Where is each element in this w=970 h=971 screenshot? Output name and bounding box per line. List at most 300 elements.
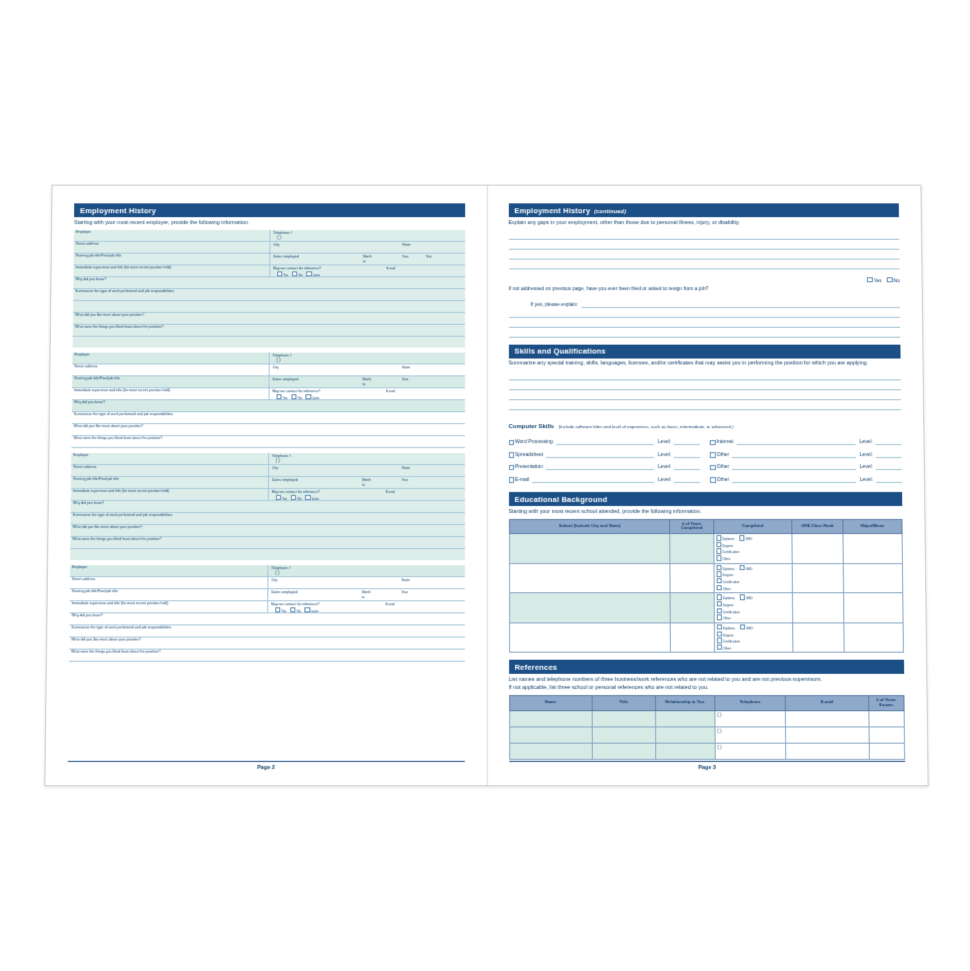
cell-major[interactable] bbox=[843, 563, 902, 593]
computer-skill-row[interactable] bbox=[508, 450, 700, 458]
checkbox-contact-no[interactable] bbox=[292, 394, 297, 399]
cell-email[interactable] bbox=[786, 743, 869, 759]
city-label: City bbox=[271, 465, 279, 470]
checkbox-contact-yes[interactable] bbox=[276, 495, 281, 500]
checkbox-presentation[interactable] bbox=[508, 465, 513, 470]
table-row[interactable] bbox=[509, 623, 903, 653]
to-label: to bbox=[362, 482, 365, 487]
checkbox-other[interactable] bbox=[716, 555, 721, 560]
summarize-row[interactable] bbox=[73, 289, 465, 301]
least-about-row[interactable] bbox=[73, 324, 465, 336]
employer-row[interactable] bbox=[70, 565, 465, 577]
city-label: City bbox=[271, 577, 278, 582]
why-leave-label: Why did you leave? bbox=[73, 399, 106, 404]
summarize-row[interactable] bbox=[69, 625, 464, 637]
skill-label: Other bbox=[716, 476, 730, 483]
level-label: Level: bbox=[657, 464, 672, 471]
job-title-row[interactable] bbox=[72, 376, 464, 388]
explain-line[interactable] bbox=[581, 299, 900, 308]
street-address-row[interactable] bbox=[72, 364, 464, 376]
section-header-education bbox=[509, 492, 903, 506]
checkbox-contact-yes[interactable] bbox=[277, 271, 282, 276]
job-title-row[interactable] bbox=[73, 253, 464, 265]
summarize-label: Summarize the type of work performed and job responsibilities. bbox=[75, 288, 175, 293]
cell-title[interactable] bbox=[592, 727, 655, 743]
checkbox-ged[interactable] bbox=[740, 624, 745, 629]
summarize-row-blank[interactable] bbox=[73, 301, 465, 313]
dates-employed-label: Dates employed bbox=[273, 254, 299, 259]
computer-skills-grid bbox=[508, 437, 902, 487]
answer-line[interactable] bbox=[508, 239, 899, 249]
option-ged: GED bbox=[745, 537, 753, 542]
level-input[interactable] bbox=[674, 462, 700, 470]
cell-telephone[interactable]: ( ) bbox=[715, 710, 786, 726]
cell-name[interactable] bbox=[509, 743, 592, 759]
cell-years-known[interactable] bbox=[869, 710, 905, 726]
checkbox-other-3[interactable] bbox=[710, 477, 715, 482]
employment-entry-3 bbox=[70, 453, 464, 560]
yes-label: Yes bbox=[873, 277, 882, 284]
most-about-row[interactable] bbox=[73, 312, 465, 324]
street-address-label: Street address bbox=[74, 363, 98, 368]
to-label: to bbox=[362, 381, 366, 386]
level-label: Level: bbox=[657, 439, 672, 446]
checkbox-certification[interactable] bbox=[717, 638, 722, 643]
option-diploma: Diploma bbox=[722, 537, 735, 542]
computer-skill-row[interactable] bbox=[710, 437, 902, 445]
employer-label: Employer bbox=[72, 564, 88, 569]
summarize-label: Summarize the type of work performed and job responsibilities. bbox=[73, 411, 174, 416]
computer-skills-col-left bbox=[508, 437, 700, 487]
table-row[interactable] bbox=[509, 727, 904, 743]
column-email: E-mail bbox=[785, 696, 868, 711]
cell-major[interactable] bbox=[844, 623, 903, 653]
answer-line[interactable] bbox=[508, 317, 900, 327]
answer-line[interactable] bbox=[508, 327, 900, 337]
checkbox-other-1[interactable] bbox=[710, 452, 715, 457]
checkbox-degree[interactable] bbox=[716, 572, 721, 577]
skill-input[interactable] bbox=[732, 475, 856, 483]
to-label: to bbox=[361, 594, 365, 599]
cell-major[interactable] bbox=[844, 593, 903, 623]
checkbox-contact-no[interactable] bbox=[291, 495, 296, 500]
cell-name[interactable] bbox=[509, 710, 592, 726]
most-about-label: What did you like most about your position? bbox=[74, 312, 145, 317]
dates-employed-label: Dates employed bbox=[272, 376, 299, 381]
telephone-value: ( ) bbox=[277, 234, 282, 240]
answer-line[interactable] bbox=[508, 400, 901, 410]
education-intro: Starting with your most recent school attended, provide the following information. bbox=[508, 508, 702, 515]
yes-explain-label: If yes, please explain: bbox=[530, 301, 579, 308]
level-label: Level: bbox=[859, 476, 873, 483]
cell-school[interactable] bbox=[509, 593, 671, 623]
checkbox-other[interactable] bbox=[717, 644, 722, 649]
page-footer-left: Page 2 bbox=[68, 761, 465, 771]
cell-telephone[interactable]: ( ) bbox=[715, 727, 786, 743]
city-label: City bbox=[272, 364, 279, 369]
cell-email[interactable] bbox=[786, 710, 869, 726]
option-certification: Certification bbox=[722, 580, 740, 585]
skill-input[interactable] bbox=[532, 475, 654, 483]
checkbox-ged[interactable] bbox=[739, 535, 744, 540]
explain-answer-lines[interactable] bbox=[508, 307, 900, 337]
why-leave-label: Why did you leave? bbox=[71, 612, 104, 617]
most-about-label: What did you like most about your position? bbox=[73, 423, 144, 428]
level-input[interactable] bbox=[876, 462, 902, 470]
level-input[interactable] bbox=[876, 437, 902, 445]
column-title: Title bbox=[592, 696, 655, 711]
supervisor-label: Immediate supervisor and title (for most recent position held) bbox=[74, 387, 171, 392]
table-header-row bbox=[509, 519, 902, 534]
answer-line[interactable] bbox=[508, 249, 899, 259]
column-years-completed: # of Years Completed bbox=[670, 519, 713, 534]
most-about-row[interactable] bbox=[70, 525, 464, 537]
why-leave-row[interactable] bbox=[73, 277, 464, 289]
employer-row[interactable] bbox=[74, 229, 465, 241]
supervisor-label: Immediate supervisor and title (for most recent position held) bbox=[75, 264, 172, 269]
computer-skill-row[interactable] bbox=[710, 450, 902, 458]
checkbox-degree[interactable] bbox=[716, 542, 721, 547]
level-label: Level: bbox=[657, 451, 672, 458]
supervisor-row[interactable] bbox=[73, 265, 464, 277]
skill-input[interactable] bbox=[546, 450, 654, 458]
month-label: Month bbox=[362, 376, 372, 381]
checkbox-degree[interactable] bbox=[717, 631, 722, 636]
option-ged: GED bbox=[745, 596, 753, 601]
employment-entry-4 bbox=[69, 565, 464, 662]
section-title: Employment History bbox=[514, 205, 591, 215]
checkbox-contact-later[interactable] bbox=[305, 607, 310, 612]
most-about-row[interactable] bbox=[69, 637, 464, 649]
least-about-row-blank[interactable] bbox=[73, 336, 465, 347]
job-title-row[interactable] bbox=[71, 477, 465, 489]
cell-relationship[interactable] bbox=[655, 727, 714, 743]
skill-label: Word Processing bbox=[514, 439, 553, 446]
checkbox-diploma[interactable] bbox=[716, 535, 721, 540]
employment-intro: Starting with your most recent employer, provide the following information. bbox=[73, 219, 250, 226]
page-right bbox=[487, 186, 928, 786]
checkbox-other-2[interactable] bbox=[710, 465, 715, 470]
level-label: Level: bbox=[859, 464, 873, 471]
checkbox-degree[interactable] bbox=[716, 601, 721, 606]
checkbox-diploma[interactable] bbox=[716, 595, 721, 600]
fired-question-row bbox=[508, 277, 899, 295]
column-name: Name bbox=[509, 696, 592, 711]
checkbox-spreadsheet[interactable] bbox=[508, 452, 513, 457]
may-contact-label: May we contact for reference? bbox=[271, 601, 320, 606]
later-label: Later bbox=[311, 496, 320, 501]
email-label: E-mail bbox=[386, 388, 396, 393]
checkbox-fired-no[interactable] bbox=[887, 277, 892, 282]
yes-explain-row[interactable] bbox=[508, 299, 900, 308]
cell-years[interactable] bbox=[670, 534, 713, 564]
email-label: E-mail bbox=[385, 489, 395, 494]
year-label-2: Year bbox=[425, 254, 432, 259]
cell-gpa[interactable] bbox=[792, 563, 843, 593]
yes-label: Yes bbox=[281, 608, 287, 613]
level-input[interactable] bbox=[876, 475, 902, 483]
employer-label: Employer bbox=[74, 352, 90, 357]
checkbox-word-processing[interactable] bbox=[508, 440, 513, 445]
skill-input[interactable] bbox=[732, 462, 856, 470]
summarize-row[interactable] bbox=[71, 513, 465, 525]
street-address-row[interactable] bbox=[70, 577, 465, 589]
checkbox-contact-no[interactable] bbox=[292, 271, 297, 276]
computer-skill-row[interactable] bbox=[508, 437, 700, 445]
cell-school[interactable] bbox=[509, 563, 670, 593]
may-contact-label: May we contact for reference? bbox=[271, 489, 321, 494]
why-leave-label: Why did you leave? bbox=[72, 500, 105, 505]
fired-question: If not addressed on previous page, have you ever been fired or asked to resign from a job? bbox=[508, 285, 709, 292]
section-header-references bbox=[509, 660, 905, 674]
cell-title[interactable] bbox=[592, 710, 655, 726]
option-certification: Certification bbox=[722, 609, 740, 614]
email-label: E-mail bbox=[386, 265, 396, 270]
checkbox-email[interactable] bbox=[508, 477, 513, 482]
skill-label: Other bbox=[716, 451, 729, 458]
year-label: Year bbox=[401, 477, 408, 482]
why-leave-row[interactable] bbox=[69, 613, 464, 625]
section-header-skills bbox=[508, 344, 900, 358]
least-about-row[interactable] bbox=[69, 649, 464, 661]
checkbox-internet[interactable] bbox=[710, 440, 715, 445]
option-degree: Degree bbox=[722, 543, 733, 548]
cell-years-known[interactable] bbox=[869, 727, 905, 743]
option-other: Other bbox=[722, 557, 731, 562]
computer-skills-heading: Computer Skills bbox=[508, 424, 555, 431]
section-title: References bbox=[514, 662, 558, 672]
telephone-value: ( ) bbox=[275, 457, 281, 463]
column-completed: Completed bbox=[713, 519, 792, 534]
skill-input[interactable] bbox=[556, 437, 654, 445]
skill-input[interactable] bbox=[546, 462, 654, 470]
computer-skill-row[interactable] bbox=[508, 475, 700, 483]
column-telephone: Telephone bbox=[714, 696, 785, 711]
checkbox-contact-later[interactable] bbox=[306, 394, 311, 399]
level-input[interactable] bbox=[674, 450, 700, 458]
option-other: Other bbox=[722, 616, 731, 621]
least-about-row[interactable] bbox=[71, 436, 464, 448]
starting-title-label: Starting job title/Final job title bbox=[73, 476, 120, 481]
skill-label: Other bbox=[716, 464, 730, 471]
least-about-row[interactable] bbox=[70, 537, 464, 549]
column-major-minor: Major/Minor bbox=[843, 519, 902, 534]
summarize-label: Summarize the type of work performed and job responsibilities. bbox=[72, 512, 174, 517]
cell-years[interactable] bbox=[670, 563, 713, 593]
why-leave-label: Why did you leave? bbox=[75, 276, 107, 281]
skills-intro: Summarize any special training, skills, languages, licenses, and/or certificates that may assist you in performing the position for which you are applying. bbox=[508, 360, 869, 367]
level-input[interactable] bbox=[876, 450, 902, 458]
cell-name[interactable] bbox=[509, 727, 592, 743]
skills-answer-lines[interactable] bbox=[508, 370, 901, 410]
table-row[interactable] bbox=[509, 534, 902, 564]
telephone-label: Telephone # bbox=[272, 353, 293, 358]
checkbox-certification[interactable] bbox=[716, 578, 721, 583]
checkbox-contact-no[interactable] bbox=[290, 607, 295, 612]
why-leave-row[interactable] bbox=[72, 400, 465, 412]
yes-label: Yes bbox=[283, 272, 289, 277]
cell-school[interactable] bbox=[509, 534, 670, 564]
least-about-row-blank[interactable] bbox=[70, 549, 464, 560]
option-certification: Certification bbox=[722, 639, 740, 644]
yes-label: Yes bbox=[282, 395, 288, 400]
cell-relationship[interactable] bbox=[655, 710, 714, 726]
column-years-known: # of Years Known bbox=[868, 696, 904, 711]
cell-gpa[interactable] bbox=[793, 623, 845, 653]
gaps-question: Explain any gaps in your employment, other than those due to personal illness, injury, or disability. bbox=[508, 219, 740, 226]
option-other: Other bbox=[722, 586, 731, 591]
option-other: Other bbox=[723, 646, 732, 651]
least-about-label: What were the things you liked least about the position? bbox=[71, 649, 161, 654]
cell-relationship[interactable] bbox=[655, 743, 714, 759]
table-header-row bbox=[509, 696, 904, 711]
no-label: No bbox=[297, 395, 303, 400]
month-label: Month bbox=[362, 477, 372, 482]
answer-line[interactable] bbox=[508, 229, 899, 239]
level-label: Level: bbox=[657, 476, 672, 483]
job-title-row[interactable] bbox=[70, 589, 465, 601]
level-label: Level: bbox=[859, 451, 873, 458]
table-row[interactable] bbox=[509, 710, 904, 726]
summarize-row[interactable] bbox=[72, 412, 465, 424]
option-diploma: Diploma bbox=[722, 596, 735, 601]
checkbox-certification[interactable] bbox=[716, 608, 721, 613]
supervisor-row[interactable] bbox=[70, 601, 465, 613]
section-title: Educational Background bbox=[514, 494, 608, 504]
computer-skills-heading-row bbox=[508, 415, 901, 433]
telephone-label: Telephone # bbox=[271, 453, 292, 458]
no-label: No bbox=[298, 272, 303, 277]
answer-line[interactable] bbox=[508, 259, 899, 269]
later-label: Later bbox=[312, 395, 320, 400]
employer-label: Employer bbox=[75, 229, 91, 234]
computer-skill-row[interactable] bbox=[508, 462, 700, 470]
cell-years-known[interactable] bbox=[869, 743, 905, 759]
cell-telephone[interactable]: ( ) bbox=[715, 743, 786, 759]
cell-completed[interactable] bbox=[714, 593, 793, 623]
checkbox-contact-later[interactable] bbox=[306, 271, 311, 276]
checkbox-certification[interactable] bbox=[716, 549, 721, 554]
no-label: No bbox=[296, 608, 301, 613]
skill-label: Presentation bbox=[514, 464, 543, 471]
telephone-value: ( ) bbox=[275, 569, 280, 575]
references-table bbox=[509, 695, 906, 759]
option-diploma: Diploma bbox=[722, 626, 735, 631]
most-about-label: What did you like most about your position? bbox=[71, 637, 142, 642]
computer-skill-row[interactable] bbox=[710, 462, 902, 470]
page-footer-right: Page 3 bbox=[509, 761, 906, 771]
street-address-label: Street address bbox=[75, 241, 99, 246]
column-relationship: Relationship to You bbox=[655, 696, 714, 711]
level-input[interactable] bbox=[674, 437, 700, 445]
cell-email[interactable] bbox=[786, 727, 869, 743]
cell-years[interactable] bbox=[670, 593, 713, 623]
checkbox-fired-yes[interactable] bbox=[867, 277, 872, 282]
dates-employed-label: Dates employed bbox=[271, 477, 298, 482]
section-header-employment-history bbox=[74, 203, 465, 217]
table-row[interactable] bbox=[509, 743, 904, 759]
cell-completed[interactable] bbox=[713, 534, 792, 564]
why-leave-row[interactable] bbox=[71, 501, 465, 513]
most-about-label: What did you like most about your position? bbox=[72, 524, 143, 529]
most-about-row[interactable] bbox=[72, 424, 465, 436]
checkbox-ged[interactable] bbox=[739, 565, 744, 570]
skill-input[interactable] bbox=[732, 450, 855, 458]
section-title: Skills and Qualifications bbox=[514, 346, 606, 356]
checkbox-contact-later[interactable] bbox=[305, 495, 310, 500]
education-table bbox=[509, 519, 904, 654]
summarize-label: Summarize the type of work performed and job responsibilities. bbox=[71, 624, 173, 629]
skill-input[interactable] bbox=[736, 437, 855, 445]
cell-years[interactable] bbox=[671, 623, 715, 653]
cell-school[interactable] bbox=[509, 623, 671, 653]
starting-title-label: Starting job title/Final job title bbox=[74, 375, 121, 380]
checkbox-diploma[interactable] bbox=[716, 565, 721, 570]
checkbox-diploma[interactable] bbox=[716, 624, 721, 629]
state-label: State bbox=[401, 465, 410, 470]
gaps-answer-lines[interactable] bbox=[508, 229, 899, 268]
employer-row[interactable] bbox=[71, 453, 464, 465]
supervisor-row[interactable] bbox=[71, 489, 465, 501]
answer-line[interactable] bbox=[508, 307, 900, 317]
no-label: No bbox=[297, 496, 302, 501]
street-address-label: Street address bbox=[73, 464, 97, 469]
street-address-row[interactable] bbox=[71, 465, 464, 477]
starting-title-label: Starting job title/Final job title bbox=[71, 588, 118, 593]
state-label: State bbox=[401, 577, 410, 582]
option-ged: GED bbox=[745, 626, 753, 631]
later-label: Later bbox=[312, 272, 321, 277]
checkbox-contact-yes[interactable] bbox=[275, 607, 280, 612]
table-row[interactable] bbox=[509, 593, 903, 623]
supervisor-row[interactable] bbox=[72, 388, 465, 400]
page-left bbox=[45, 186, 486, 786]
cell-gpa[interactable] bbox=[793, 593, 844, 623]
telephone-label: Telephone # bbox=[273, 230, 293, 235]
telephone-label: Telephone # bbox=[271, 565, 291, 570]
checkbox-ged[interactable] bbox=[739, 595, 744, 600]
checkbox-other[interactable] bbox=[716, 585, 721, 590]
checkbox-other[interactable] bbox=[716, 615, 721, 620]
checkbox-contact-yes[interactable] bbox=[276, 394, 281, 399]
column-gpa-class-rank: GPA Class Rank bbox=[792, 519, 843, 534]
cell-completed[interactable] bbox=[714, 563, 793, 593]
supervisor-label: Immediate supervisor and title (for most recent position held) bbox=[71, 600, 169, 605]
answer-line[interactable] bbox=[508, 380, 901, 390]
to-label: to bbox=[362, 259, 366, 264]
table-row[interactable] bbox=[509, 563, 903, 593]
street-address-row[interactable] bbox=[74, 241, 465, 253]
yes-label: Yes bbox=[281, 496, 288, 501]
answer-line[interactable] bbox=[508, 390, 901, 400]
may-contact-label: May we contact for reference? bbox=[273, 265, 322, 270]
cell-completed[interactable] bbox=[714, 623, 793, 653]
application-form-booklet bbox=[44, 185, 928, 787]
computer-skill-row[interactable] bbox=[710, 475, 902, 483]
option-certification: Certification bbox=[722, 550, 740, 555]
skill-label: Spreadsheet bbox=[514, 451, 544, 458]
state-label: State bbox=[402, 242, 411, 247]
level-label: Level: bbox=[859, 439, 873, 446]
option-degree: Degree bbox=[722, 603, 734, 608]
dates-employed-label: Dates employed bbox=[271, 589, 298, 594]
level-input[interactable] bbox=[674, 475, 700, 483]
answer-line[interactable] bbox=[508, 370, 900, 380]
cell-gpa[interactable] bbox=[792, 534, 843, 564]
employer-row[interactable] bbox=[72, 352, 464, 364]
cell-title[interactable] bbox=[592, 743, 655, 759]
cell-major[interactable] bbox=[843, 534, 902, 564]
